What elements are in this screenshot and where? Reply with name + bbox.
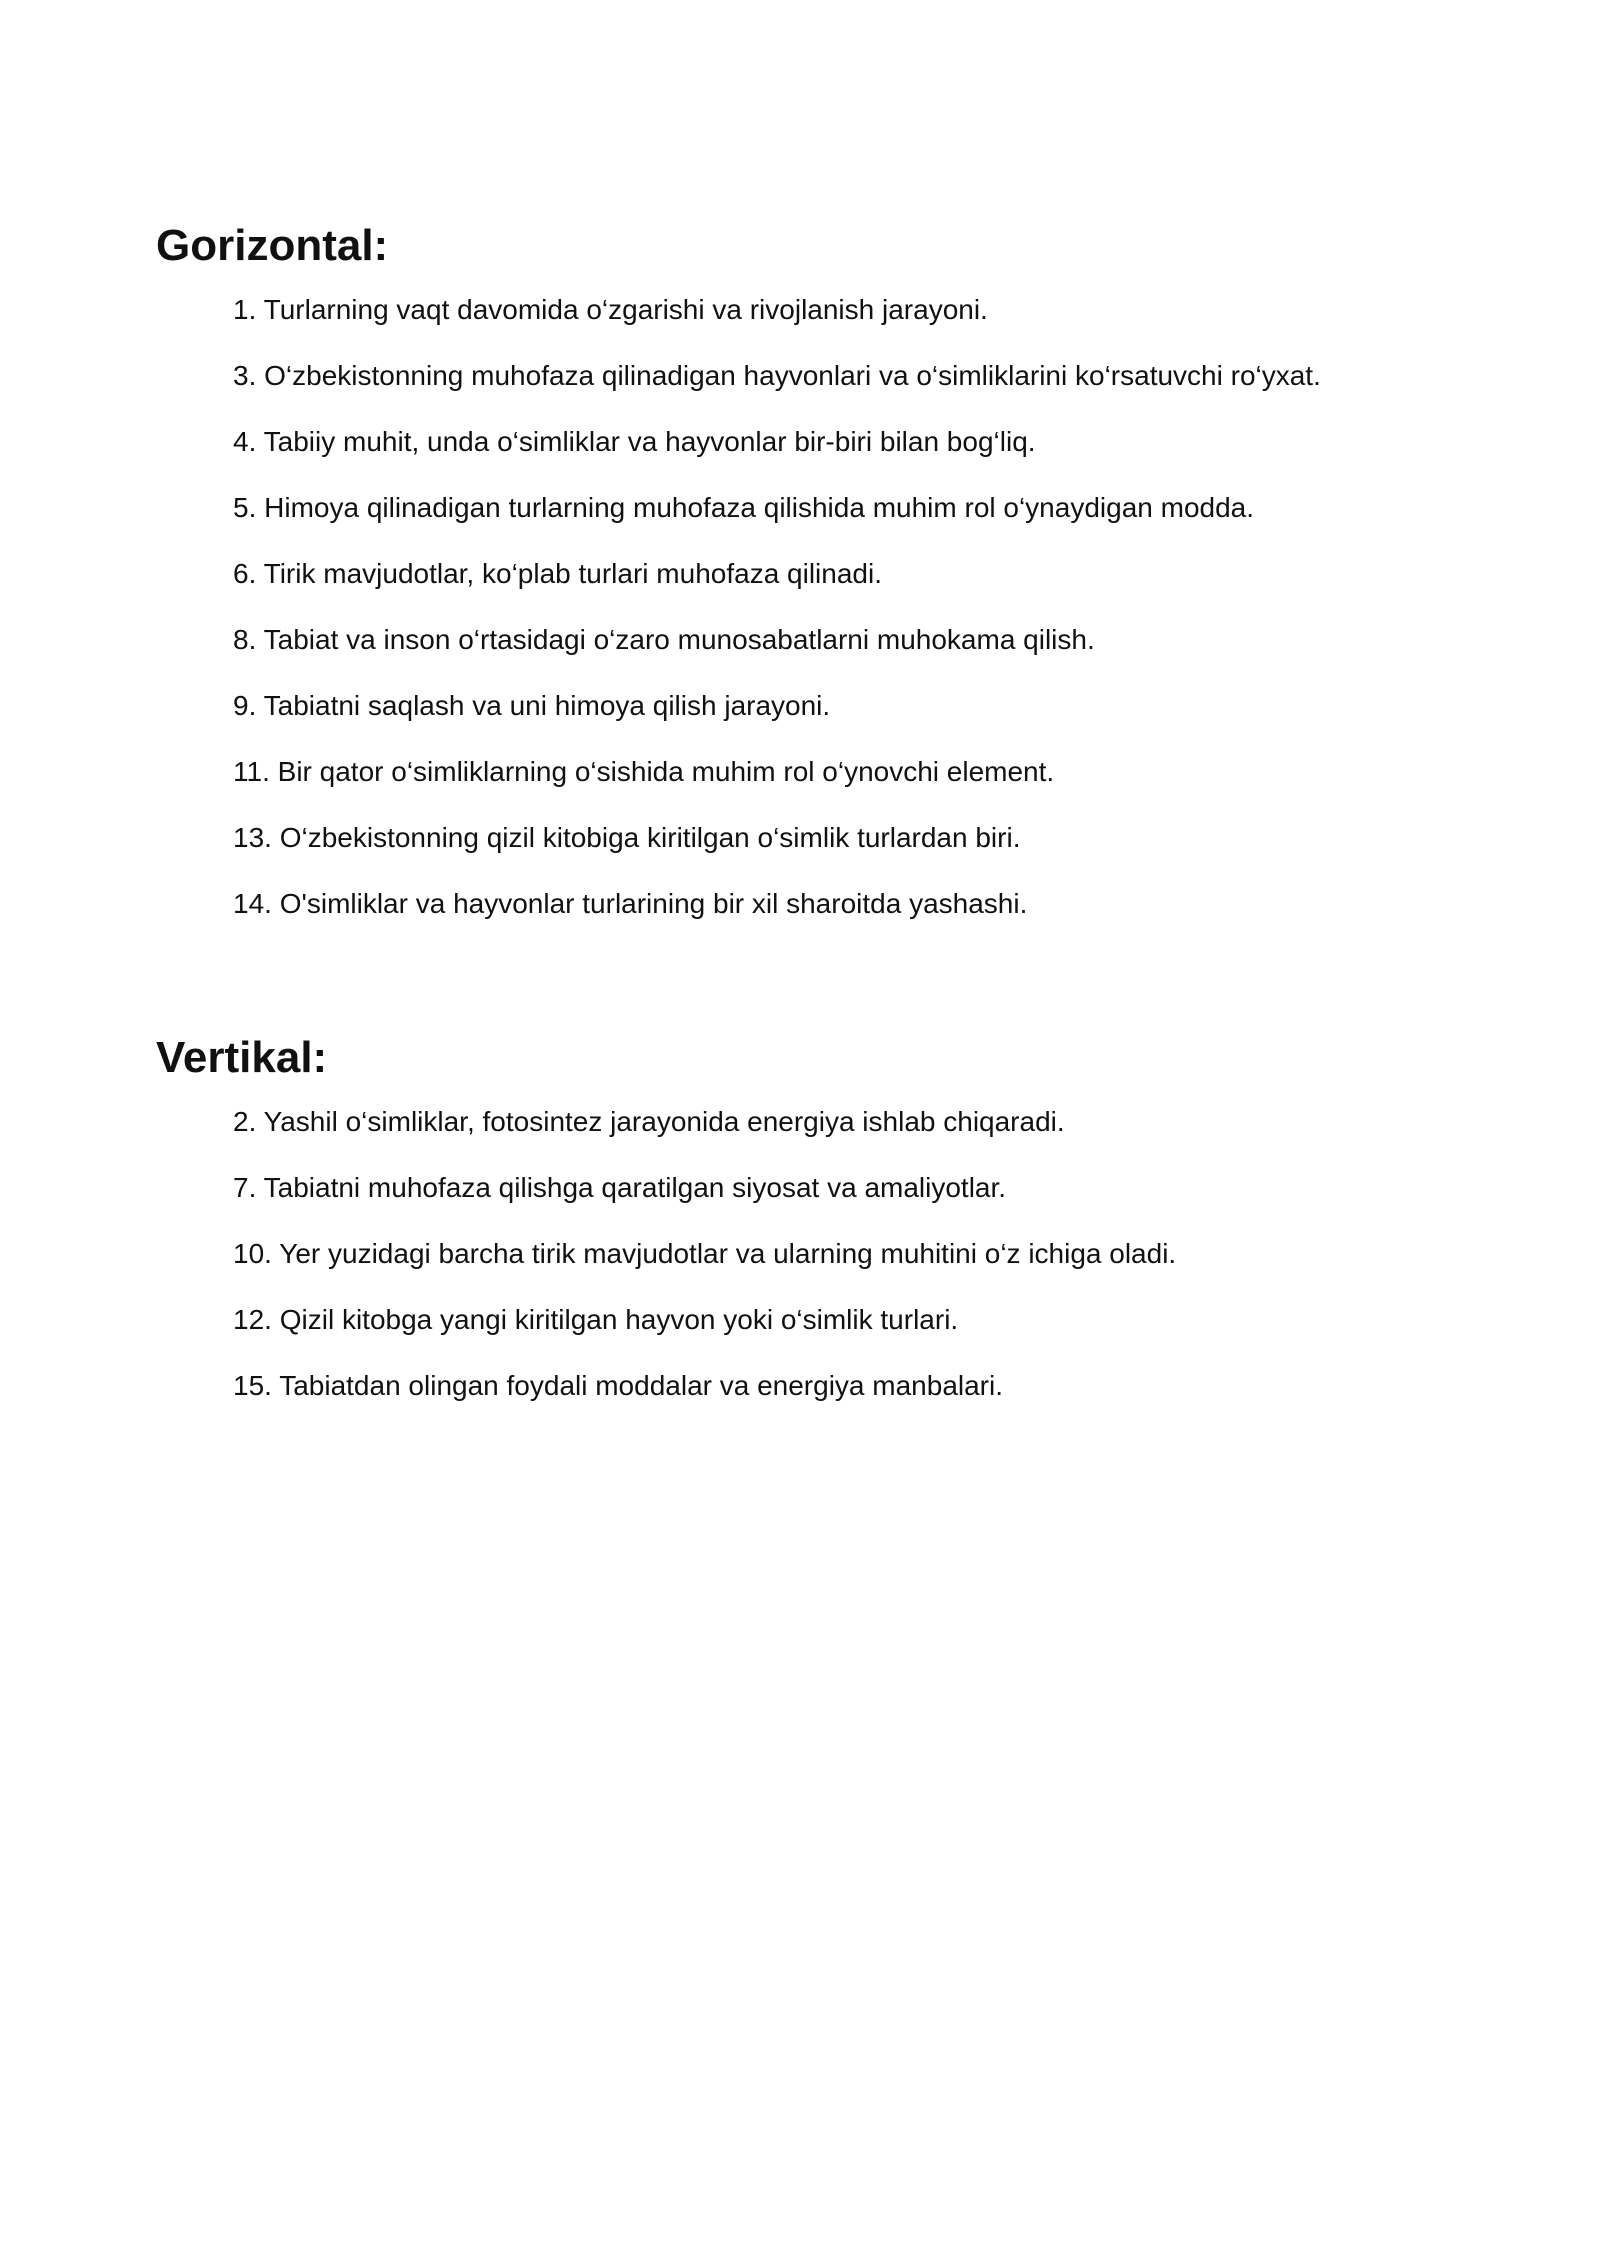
clue-item [233,556,1456,622]
clue-number: 7. [233,1172,257,1203]
clue-item [233,622,1456,688]
clue-item [233,424,1456,490]
clue-text: O‘zbekistonning qizil kitobiga kiritilgan o‘simlik turlardan biri. [279,822,1021,853]
horizontal-heading: Gorizontal: [156,221,389,270]
clue-item [233,820,1456,886]
horizontal-clue-list [156,292,1456,952]
clue-item [233,1302,1456,1368]
clue-text: O‘zbekistonning muhofaza qilinadigan hayvonlari va o‘simliklarini ko‘rsatuvchi ro‘yxat. [264,360,1321,391]
clue-item [233,1236,1456,1302]
clue-item [233,688,1456,754]
clue-number: 10. [233,1238,272,1269]
clue-number: 12. [233,1304,272,1335]
clue-number: 5. [233,492,257,523]
clue-item [233,490,1456,556]
clue-number: 13. [233,822,272,853]
clue-text: Qizil kitobga yangi kiritilgan hayvon yoki o‘simlik turlari. [279,1304,959,1335]
clue-text: Bir qator o‘simliklarning o‘sishida muhim rol o‘ynovchi element. [277,756,1055,787]
vertical-heading: Vertikal: [156,1033,328,1082]
clue-number: 15. [233,1370,272,1401]
clue-number: 4. [233,426,257,457]
clue-item [233,358,1456,424]
clue-text: Tirik mavjudotlar, ko‘plab turlari muhofaza qilinadi. [263,558,882,589]
clue-text: O'simliklar va hayvonlar turlarining bir xil sharoitda yashashi. [279,888,1028,919]
clue-text: Turlarning vaqt davomida o‘zgarishi va rivojlanish jarayoni. [263,294,988,325]
clue-number: 1. [233,294,257,325]
clue-item [233,754,1456,820]
clue-text: Yer yuzidagi barcha tirik mavjudotlar va ularning muhitini o‘z ichiga oladi. [279,1238,1177,1269]
clue-item [233,1104,1456,1170]
vertical-clues-section [156,1030,1456,1434]
clue-text: Tabiiy muhit, unda o‘simliklar va hayvonlar bir-biri bilan bog‘liq. [263,426,1036,457]
clue-item [233,1368,1456,1434]
horizontal-clues-section [156,218,1456,952]
clue-text: Yashil o‘simliklar, fotosintez jarayonida energiya ishlab chiqaradi. [263,1106,1065,1137]
clue-number: 6. [233,558,257,589]
clue-number: 9. [233,690,257,721]
clue-item [233,292,1456,358]
clue-text: Himoya qilinadigan turlarning muhofaza qilishida muhim rol o‘ynaydigan modda. [264,492,1255,523]
clue-number: 11. [233,756,270,787]
vertical-clue-list [156,1104,1456,1434]
clue-number: 2. [233,1106,257,1137]
clue-number: 8. [233,624,257,655]
clue-text: Tabiat va inson o‘rtasidagi o‘zaro munosabatlarni muhokama qilish. [263,624,1095,655]
clue-item [233,1170,1456,1236]
clue-text: Tabiatdan olingan foydali moddalar va energiya manbalari. [279,1370,1004,1401]
clue-number: 3. [233,360,257,391]
clue-number: 14. [233,888,272,919]
clue-text: Tabiatni muhofaza qilishga qaratilgan siyosat va amaliyotlar. [263,1172,1007,1203]
clue-item [233,886,1456,952]
clue-text: Tabiatni saqlash va uni himoya qilish jarayoni. [263,690,831,721]
